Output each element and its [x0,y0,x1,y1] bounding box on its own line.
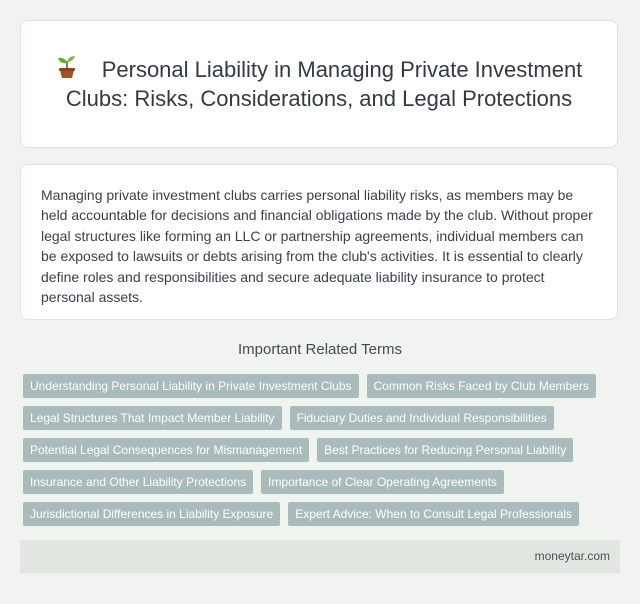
related-term-tag[interactable]: Insurance and Other Liability Protections [23,470,253,494]
page-title [21,55,617,113]
related-term-tag[interactable]: Best Practices for Reducing Personal Liability [317,438,573,462]
related-term-tag[interactable]: Jurisdictional Differences in Liability Exposure [23,502,280,526]
title-card [20,20,618,148]
related-term-tag[interactable]: Potential Legal Consequences for Mismanagement [23,438,309,462]
footer-bar [20,540,620,573]
related-terms-heading: Important Related Terms [238,341,402,358]
related-term-tag[interactable]: Fiduciary Duties and Individual Responsibilities [290,406,554,430]
site-credit[interactable]: moneytar.com [534,549,610,563]
page-title-text: Personal Liability in Managing Private Investment Clubs: Risks, Considerations, and Legal Protections [65,57,583,111]
summary-card [20,164,618,320]
related-term-tag[interactable]: Legal Structures That Impact Member Liability [23,406,282,430]
related-terms-list [23,374,623,526]
related-term-tag[interactable]: Common Risks Faced by Club Members [367,374,596,398]
seedling-icon [56,55,78,79]
related-term-tag[interactable]: Importance of Clear Operating Agreements [261,470,504,494]
summary-text: Managing private investment clubs carries personal liability risks, as members may be held accountable for decisions and financial obligations made by the club. Without proper legal structures like forming an LLC or partnership agreements, individual members can be exposed to lawsuits or debts arising from the club's activities. It is essential to clearly define roles and responsibilities and secure adequate liability insurance to protect personal assets. [41,187,593,306]
related-term-tag[interactable]: Expert Advice: When to Consult Legal Professionals [288,502,579,526]
related-term-tag[interactable]: Understanding Personal Liability in Private Investment Clubs [23,374,359,398]
